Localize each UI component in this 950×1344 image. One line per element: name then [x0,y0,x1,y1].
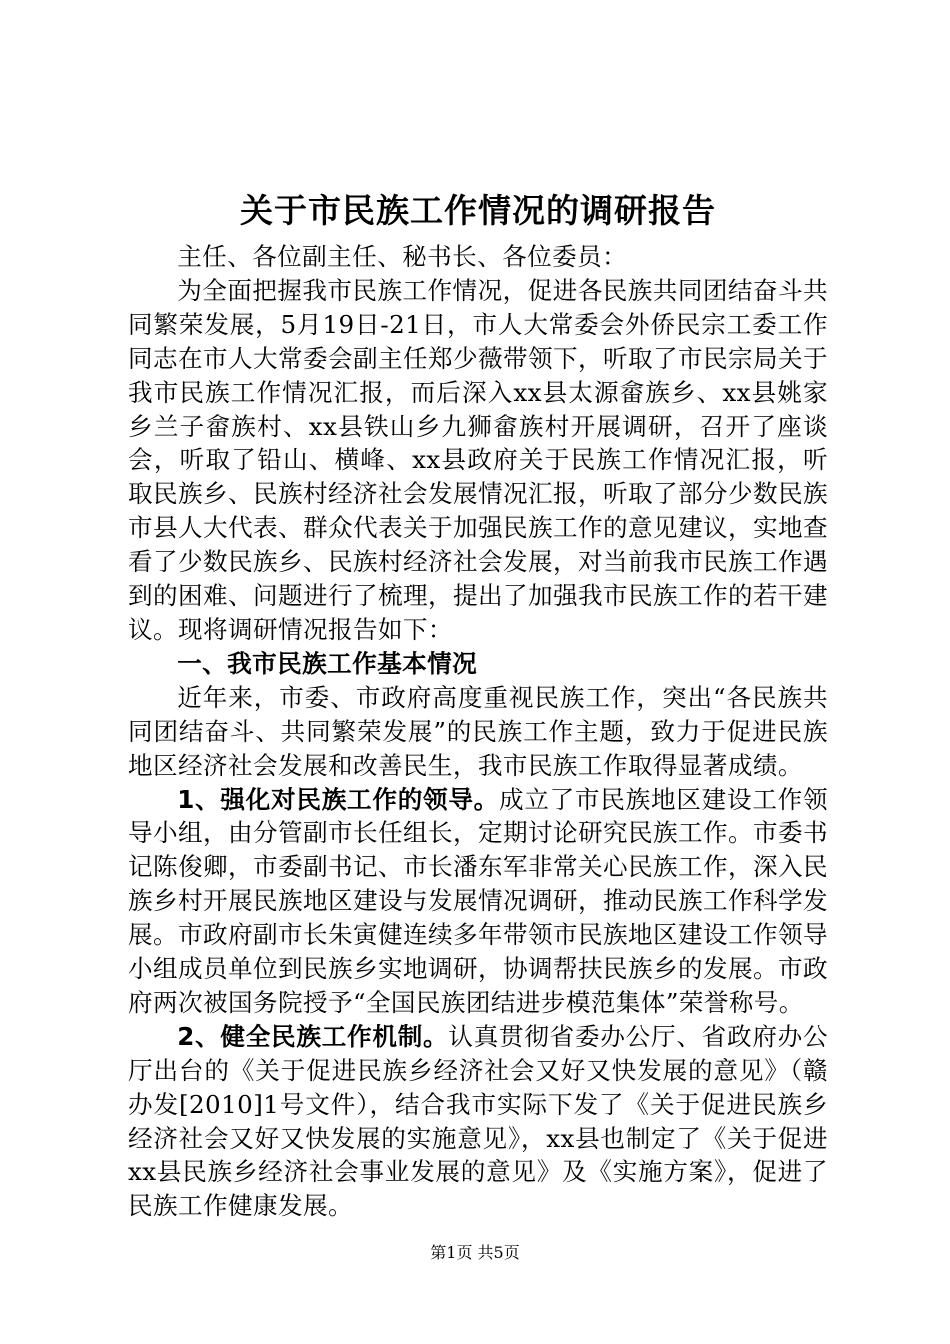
item-1-text: 成立了市民族地区建设工作领导小组，由分管副市长任组长，定期讨论研究民族工作。市委书记陈俊卿，市委副书记、市长潘东军非常关心民族工作，深入民族乡村开展民族地区建设与发展情况调研，推动民族工作科学发展。市政府副市长朱寅健连续多年带领市民族地区建设工作领导小组成员单位到民族乡实地调研，协调帮扶民族乡的发展。市政府两次被国务院授予“全国民族团结进步模范集体”荣誉称号。 [128,784,828,1017]
item-2-text: 认真贯彻省委办公厅、省政府办公厅出台的《关于促进民族乡经济社会又好又快发展的意见》（赣办发[2010]1号文件），结合我市实际下发了《关于促进民族乡经济社会又好又快发展的实施意见》，xx县也制定了《关于促进xx县民族乡经济社会事业发展的意见》及《实施方案》，促进了民族工作健康发展。 [128,1021,828,1221]
item-1-paragraph [128,783,828,1020]
document-page [128,0,828,1223]
item-1-lead: 1、强化对民族工作的领导。 [177,784,500,814]
salutation: 主任、各位副主任、秘书长、各位委员： [177,242,628,271]
document-body [128,240,828,1223]
document-title: 关于市民族工作情况的调研报告 [240,191,716,230]
item-2-lead: 2、健全民族工作机制。 [177,1021,449,1051]
intro-paragraph: 为全面把握我市民族工作情况，促进各民族共同团结奋斗共同繁荣发展，5月19日-21日，市人大常委会外侨民宗工委工作同志在市人大常委会副主任郑少薇带领下，听取了市民宗局关于我市民族工作情况汇报，而后深入xx县太源畲族乡、xx县姚家乡兰子畲族村、xx县铁山乡九狮畲族村开展调研，召开了座谈会，听取了铅山、横峰、xx县政府关于民族工作情况汇报，听取民族乡、民族村经济社会发展情况汇报，听取了部分少数民族市县人大代表、群众代表关于加强民族工作的意见建议，实地查看了少数民族乡、民族村经济社会发展，对当前我市民族工作遇到的困难、问题进行了梳理，提出了加强我市民族工作的若干建议。现将调研情况报告如下： [128,275,828,644]
page-footer: 第1页 共5页 [430,1243,520,1262]
item-2-paragraph [128,1020,828,1223]
section-heading: 一、我市民族工作基本情况 [177,648,478,678]
section-intro-paragraph: 近年来，市委、市政府高度重视民族工作，突出“各民族共同团结奋斗、共同繁荣发展”的民族工作主题，致力于促进民族地区经济社会发展和改善民生，我市民族工作取得显著成绩。 [128,682,828,780]
